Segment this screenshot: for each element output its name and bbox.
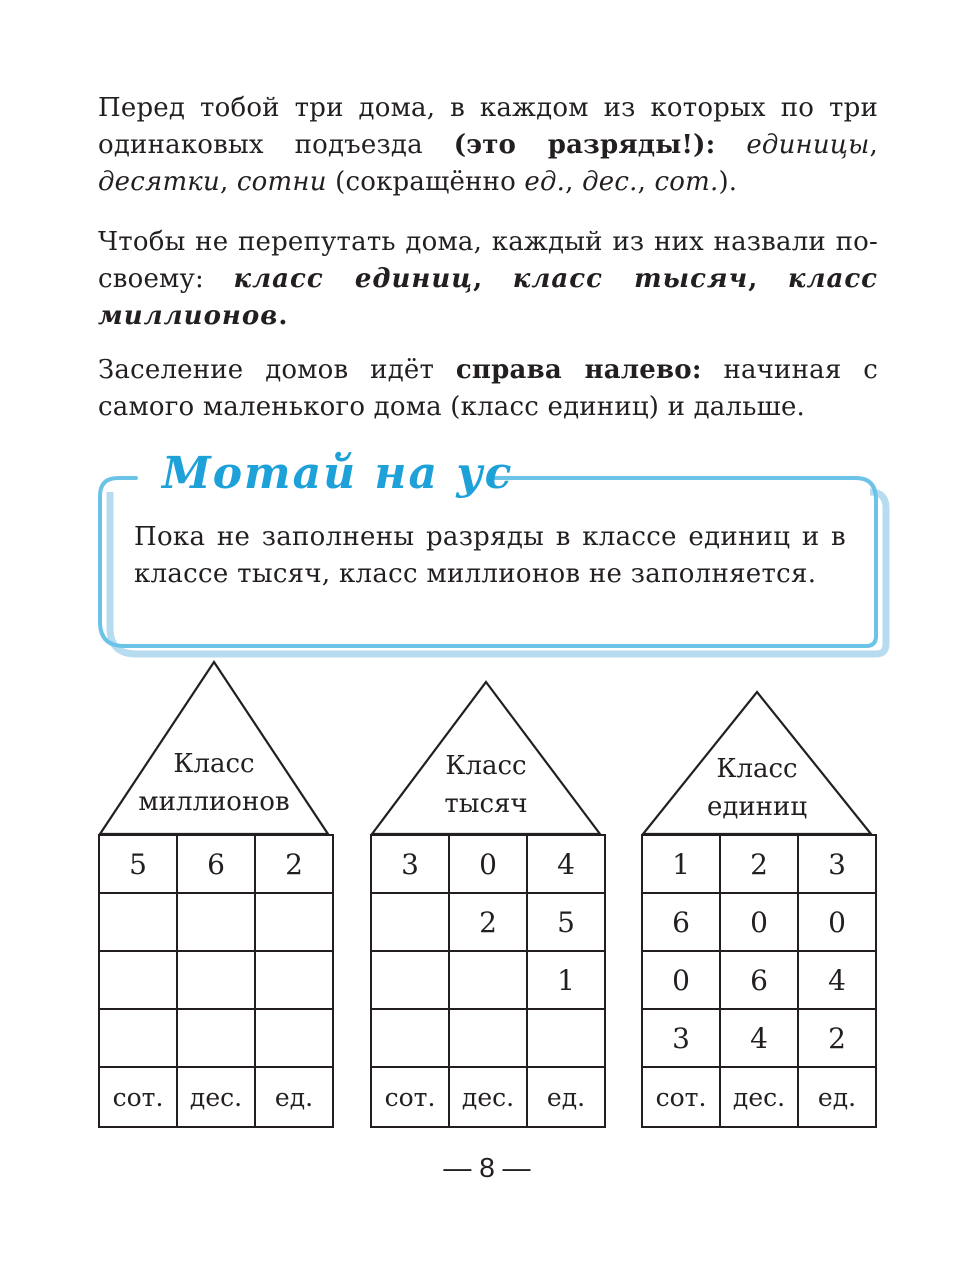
digit-cell: 0 <box>449 835 527 893</box>
digit-cell <box>371 893 449 951</box>
bold-italic-term-thousands-class: класс тысяч <box>512 264 749 294</box>
bold-italic-term-units-class: класс единиц <box>233 264 474 294</box>
roof-label-line-1: Класс <box>445 751 527 781</box>
digit-grid <box>98 834 334 1128</box>
digit-cell: 4 <box>720 1009 798 1067</box>
digit-cell <box>255 893 333 951</box>
text-run: (сокращённо <box>326 167 525 197</box>
table-row <box>99 1067 333 1127</box>
digit-cell: 5 <box>527 893 605 951</box>
text-run: , <box>869 130 878 160</box>
italic-abbr-tens: дес. <box>582 167 638 197</box>
column-label-tens: дес. <box>177 1067 255 1127</box>
roof-label-line-1: Класс <box>173 749 255 779</box>
digit-cell: 6 <box>177 835 255 893</box>
roof-label-line-2: единиц <box>706 792 808 822</box>
digit-cell <box>177 893 255 951</box>
digit-cell: 0 <box>720 893 798 951</box>
digit-cell <box>99 893 177 951</box>
digit-cell <box>371 1009 449 1067</box>
column-label-units: ед. <box>255 1067 333 1127</box>
table-row <box>99 893 333 951</box>
digit-cell <box>255 951 333 1009</box>
table-row <box>371 1009 605 1067</box>
table-row <box>99 1009 333 1067</box>
table-row <box>371 1067 605 1127</box>
text-run: Чтобы не перепутать дома, каждый из них назвали по-своему: <box>98 227 878 294</box>
roof-label <box>98 745 330 821</box>
text-run: Заселение домов идёт <box>98 355 456 385</box>
italic-term-tens: десятки <box>98 167 220 197</box>
table-row <box>642 1067 876 1127</box>
roof-label <box>641 750 873 826</box>
tip-text: Пока не заполнены разряды в классе единиц и в классе тысяч, класс миллионов не заполняется. <box>134 522 846 589</box>
italic-abbr-units: ед. <box>524 167 566 197</box>
table-row <box>642 951 876 1009</box>
digit-cell: 5 <box>99 835 177 893</box>
roof-label-line-2: миллионов <box>138 787 290 817</box>
digit-cell <box>99 951 177 1009</box>
text-run: , <box>565 167 583 197</box>
bold-run: справа налево: <box>455 355 702 385</box>
column-label-hundreds: сот. <box>99 1067 177 1127</box>
digit-cell: 0 <box>798 893 876 951</box>
table-row <box>642 893 876 951</box>
digit-cell: 6 <box>642 893 720 951</box>
table-row <box>371 951 605 1009</box>
column-label-hundreds: сот. <box>642 1067 720 1127</box>
table-row <box>371 893 605 951</box>
column-label-units: ед. <box>527 1067 605 1127</box>
digit-cell <box>177 1009 255 1067</box>
text-run: начиная с самого маленького дома (класс единиц) и дальше. <box>98 355 878 422</box>
italic-term-units: единицы <box>746 130 870 160</box>
text-run: , <box>219 167 237 197</box>
digit-cell: 2 <box>449 893 527 951</box>
digit-cell: 3 <box>798 835 876 893</box>
text-run: ). <box>718 167 738 197</box>
text-run: . <box>278 301 288 331</box>
tip-title: Мотай на ус <box>162 448 514 499</box>
digit-cell <box>371 951 449 1009</box>
digit-cell <box>449 951 527 1009</box>
digit-cell: 6 <box>720 951 798 1009</box>
table-row <box>642 835 876 893</box>
roof-label <box>370 747 602 823</box>
digit-cell: 4 <box>527 835 605 893</box>
page-number: — 8 — <box>443 1152 531 1183</box>
roof-label-line-2: тысяч <box>444 789 528 819</box>
digit-grid <box>370 834 606 1128</box>
table-row <box>99 951 333 1009</box>
digit-cell: 3 <box>642 1009 720 1067</box>
digit-cell <box>177 951 255 1009</box>
bold-run: (это разряды!): <box>453 130 716 160</box>
digit-cell: 0 <box>642 951 720 1009</box>
italic-abbr-hundreds: сот. <box>654 167 719 197</box>
digit-grid <box>641 834 877 1128</box>
column-label-units: ед. <box>798 1067 876 1127</box>
italic-term-hundreds: сотни <box>236 167 327 197</box>
digit-cell <box>527 1009 605 1067</box>
text-run: Перед тобой три дома, в каждом из которых по три одинаковых подъезда <box>98 93 878 160</box>
roof-label-line-1: Класс <box>716 754 798 784</box>
text-run: , <box>637 167 655 197</box>
column-label-tens: дес. <box>449 1067 527 1127</box>
digit-cell: 2 <box>255 835 333 893</box>
digit-cell: 1 <box>642 835 720 893</box>
digit-cell <box>255 1009 333 1067</box>
bold-italic-term-millions-class: класс миллионов <box>98 264 879 331</box>
table-row <box>371 835 605 893</box>
table-row <box>99 835 333 893</box>
digit-cell: 3 <box>371 835 449 893</box>
digit-cell: 2 <box>720 835 798 893</box>
text-run: , <box>748 264 788 294</box>
digit-cell: 2 <box>798 1009 876 1067</box>
digit-cell: 4 <box>798 951 876 1009</box>
digit-cell <box>99 1009 177 1067</box>
column-label-tens: дес. <box>720 1067 798 1127</box>
digit-cell: 1 <box>527 951 605 1009</box>
column-label-hundreds: сот. <box>371 1067 449 1127</box>
table-row <box>642 1009 876 1067</box>
text-run: , <box>473 264 513 294</box>
digit-cell <box>449 1009 527 1067</box>
